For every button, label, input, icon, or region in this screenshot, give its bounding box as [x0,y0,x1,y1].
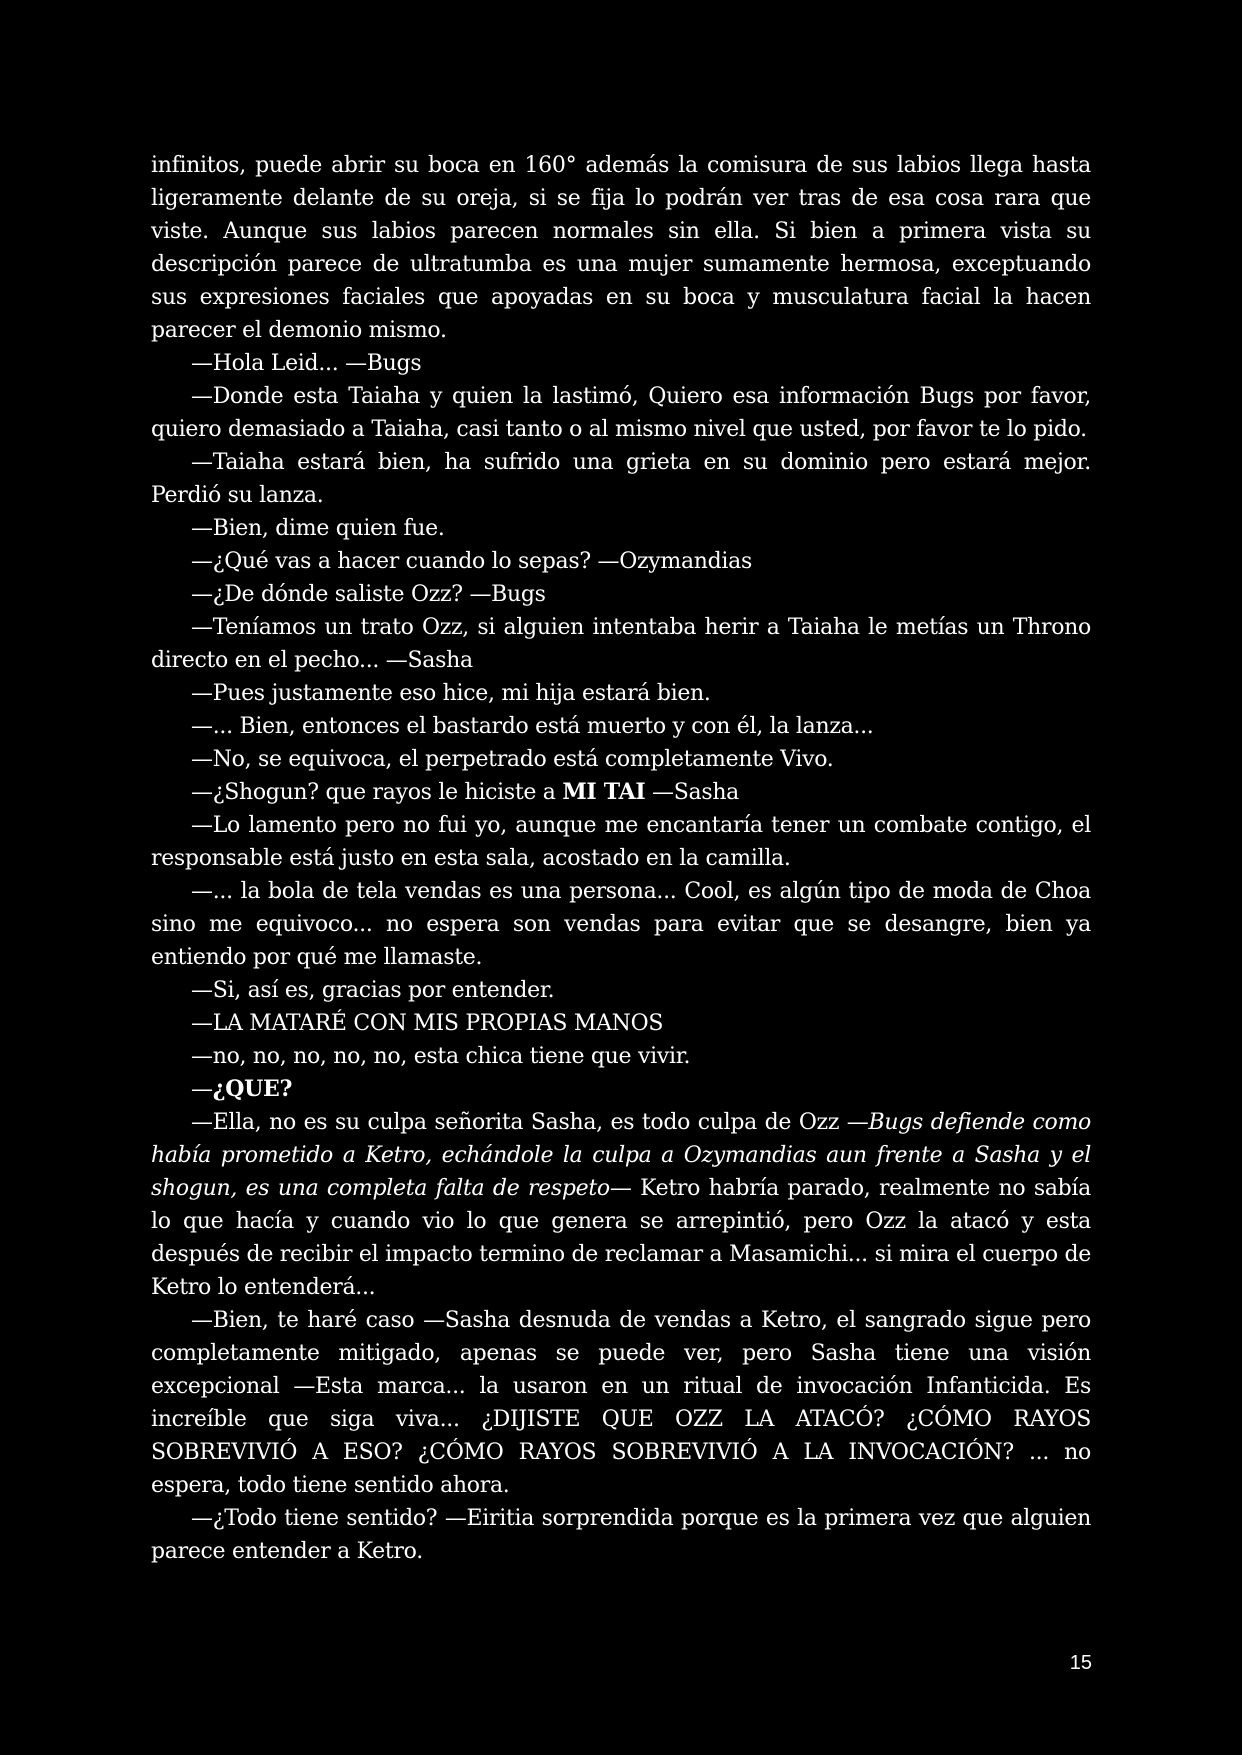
dialogue-text: — [191,1077,213,1102]
paragraph: infinitos, puede abrir su boca en 160° además la comisura de sus labios llega hasta ligeramente delante de su oreja, si se fija lo podrán ver tras de esa cosa rara que viste. Aunque sus labios parecen normales sin ella. Si bien a primera vista su descripción parece de ultratumba es una mujer sumamente hermosa, exceptuando sus expresiones faciales que apoyadas en su boca y musculatura facial la hacen parecer el demonio mismo. [151,153,1091,343]
emphasis-bold: MI TAI [562,779,646,805]
paragraph: —Teníamos un trato Ozz, si alguien intentaba herir a Taiaha le metías un Throno directo en el pecho... —Sasha [151,615,1091,673]
paragraph: —Lo lamento pero no fui yo, aunque me encantaría tener un combate contigo, el responsable está justo en esta sala, acostado en la camilla. [151,813,1091,871]
paragraph: —Si, así es, gracias por entender. [191,978,555,1003]
emphasis-bold: ¿QUE? [212,1076,293,1102]
body-text [151,149,1091,1568]
page-number: 15 [1069,1652,1092,1674]
paragraph: —Pues justamente eso hice, mi hija estará bien. [191,681,711,706]
dialogue-text: —Sasha [645,780,739,805]
paragraph: —¿Todo tiene sentido? —Eiritia sorprendida porque es la primera vez que alguien parece entender a Ketro. [151,1506,1091,1564]
dialogue-text: —¿Shogun? que rayos le hiciste a [191,780,563,805]
paragraph [151,776,1091,809]
paragraph: —¿Qué vas a hacer cuando lo sepas? —Ozymandias [191,549,752,574]
paragraph [151,1106,1091,1304]
paragraph: —¿De dónde saliste Ozz? —Bugs [191,582,546,607]
paragraph: —Hola Leid... —Bugs [191,351,422,376]
paragraph: —... la bola de tela vendas es una persona... Cool, es algún tipo de moda de Choa sino me equivoco... no espera son vendas para evitar que se desangre, bien ya entiendo por qué me llamaste. [151,879,1091,970]
dialogue-text: —Ella, no es su culpa señorita Sasha, es todo culpa de Ozz — [191,1110,869,1135]
paragraph: —... Bien, entonces el bastardo está muerto y con él, la lanza... [191,714,874,739]
paragraph: —Donde esta Taiaha y quien la lastimó, Quiero esa información Bugs por favor, quiero demasiado a Taiaha, casi tanto o al mismo nivel que usted, por favor te lo pido. [151,384,1091,442]
paragraph: —no, no, no, no, no, esta chica tiene que vivir. [191,1044,691,1069]
paragraph: —Bien, dime quien fue. [191,516,445,541]
paragraph [151,1073,1091,1106]
narration-italic: Bugs defiende como había prometido a Ketro, echándole la culpa a Ozymandias aun frente a Sasha y el shogun, es una completa falta de respeto [151,1110,1092,1201]
dialogue-text: — Ketro habría parado, realmente no sabía lo que hacía y cuando vio lo que genera se arrepintió, pero Ozz la atacó y esta después de recibir el impacto termino de reclamar a Masamichi... si mira el cuerpo de Ketro lo entenderá... [151,1176,1091,1300]
paragraph: —LA MATARÉ CON MIS PROPIAS MANOS [191,1011,664,1036]
paragraph: —Bien, te haré caso —Sasha desnuda de vendas a Ketro, el sangrado sigue pero completamente mitigado, apenas se puede ver, pero Sasha tiene una visión excepcional —Esta marca... la usaron en un ritual de invocación Infanticida. Es increíble que siga viva... ¿DIJISTE QUE OZZ LA ATACÓ? ¿CÓMO RAYOS SOBREVIVIÓ A ESO? ¿CÓMO RAYOS SOBREVIVIÓ A LA INVOCACIÓN? ... no espera, todo tiene sentido ahora. [151,1308,1091,1498]
paragraph: —Taiaha estará bien, ha sufrido una grieta en su dominio pero estará mejor. Perdió su lanza. [151,450,1091,508]
paragraph: —No, se equivoca, el perpetrado está completamente Vivo. [191,747,834,772]
